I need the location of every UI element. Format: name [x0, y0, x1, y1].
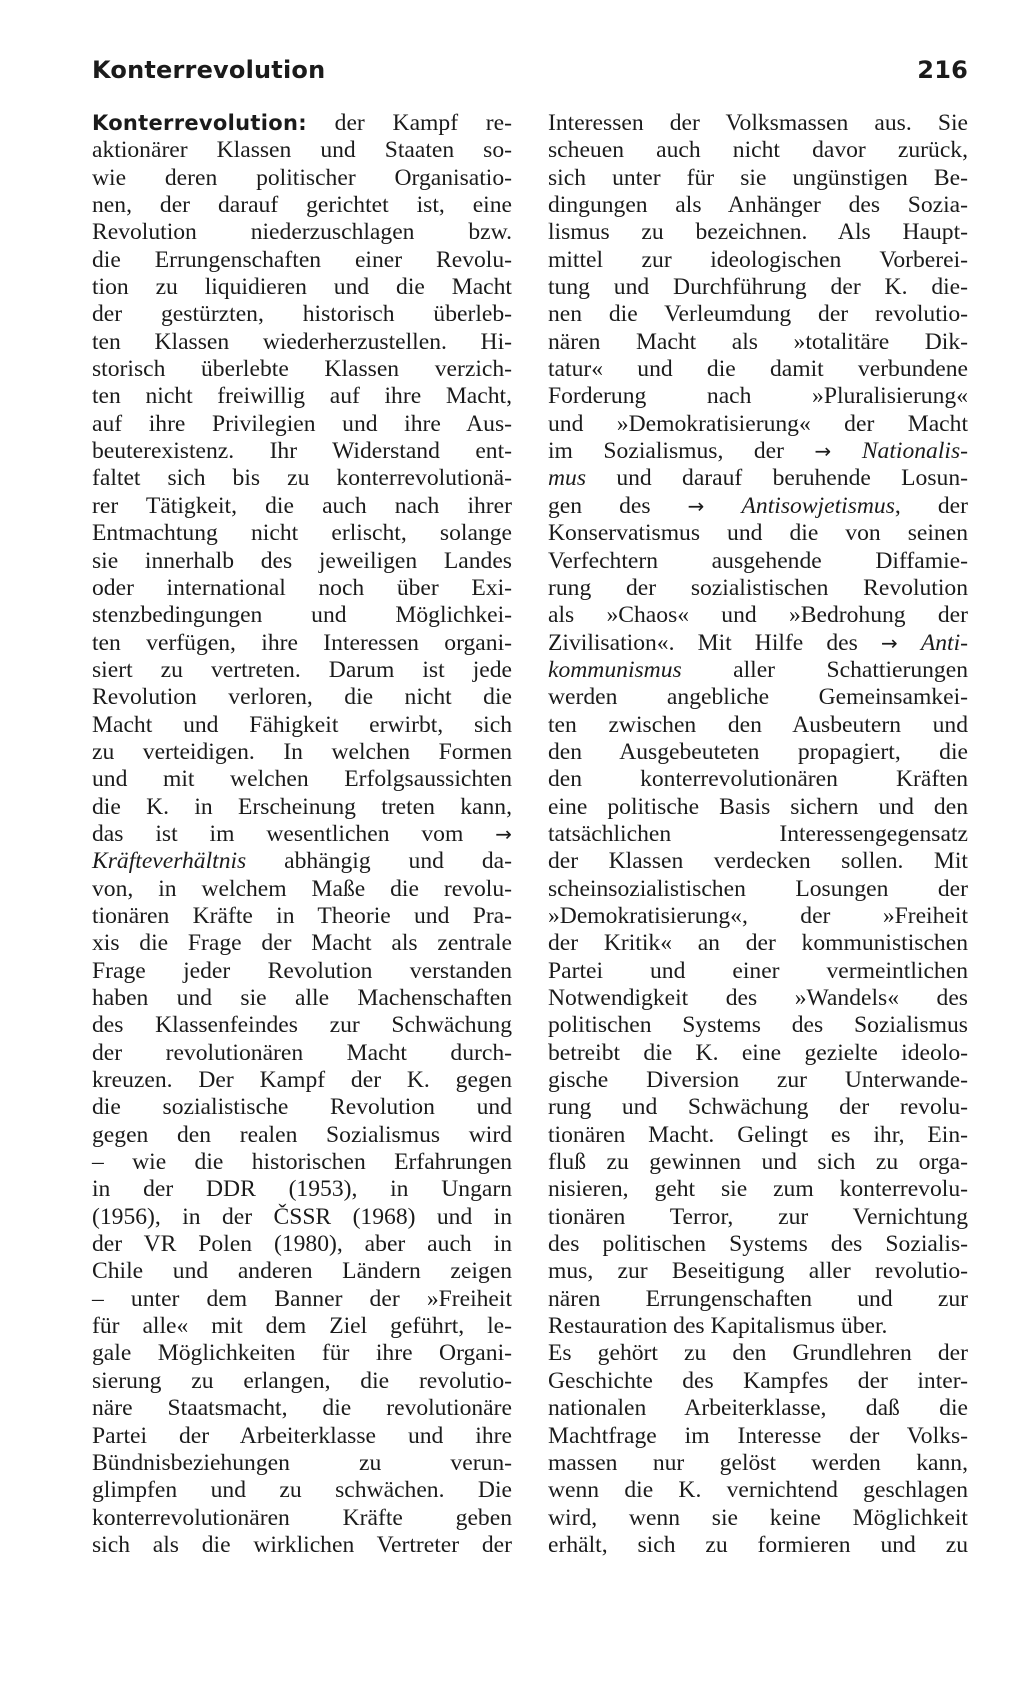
- text-line: des politischen Systems des Sozialis-: [548, 1231, 968, 1258]
- text-line: erhält, sich zu formieren und zu: [548, 1531, 968, 1558]
- text-line: den Ausgebeuteten propagiert, die: [548, 738, 968, 765]
- text-line: fluß zu gewinnen und sich zu orga-: [548, 1149, 968, 1176]
- text-line: und »Demokratisierung« der Macht: [548, 410, 968, 437]
- text-line: zu verteidigen. In welchen Formen: [92, 738, 512, 765]
- text-line: sich als die wirklichen Vertreter der: [92, 1531, 512, 1558]
- text-line: der gestürzten, historisch überleb-: [92, 301, 512, 328]
- text-segment: und darauf beruhende Losun-: [586, 465, 968, 492]
- text-line: [92, 110, 512, 137]
- text-segment: der Kampf re-: [306, 110, 512, 136]
- text-line: die Errungenschaften einer Revolu-: [92, 246, 512, 273]
- text-line: Macht und Fähigkeit erwirbt, sich: [92, 711, 512, 738]
- text-line: der Kritik« an der kommunistischen: [548, 930, 968, 957]
- text-line: auf ihre Privilegien und ihre Aus-: [92, 410, 512, 437]
- text-line: beuterexistenz. Ihr Widerstand ent-: [92, 438, 512, 465]
- text-line: stenzbedingungen und Möglichkei-: [92, 602, 512, 629]
- text-line: und mit welchen Erfolgsaussichten: [92, 766, 512, 793]
- text-line: gale Möglichkeiten für ihre Organi-: [92, 1340, 512, 1367]
- text-line: – wie die historischen Erfahrungen: [92, 1149, 512, 1176]
- text-line: wie deren politischer Organisatio-: [92, 164, 512, 191]
- text-line: den konterrevolutionären Kräften: [548, 766, 968, 793]
- text-line: politischen Systems des Sozialismus: [548, 1012, 968, 1039]
- text-line: nären Macht als »totalitäre Dik-: [548, 328, 968, 355]
- text-line: dingungen als Anhänger des Sozia-: [548, 192, 968, 219]
- text-segment: im Sozialismus, der: [548, 438, 815, 465]
- text-line: für alle« mit dem Ziel geführt, le-: [92, 1313, 512, 1340]
- text-segment: das ist im wesentlichen vom: [92, 820, 496, 847]
- text-line: gegen den realen Sozialismus wird: [92, 1121, 512, 1148]
- text-line: von, in welchem Maße die revolu-: [92, 875, 512, 902]
- text-line: des Klassenfeindes zur Schwächung: [92, 1012, 512, 1039]
- text-line: glimpfen und zu schwächen. Die: [92, 1477, 512, 1504]
- text-line: tion zu liquidieren und die Macht: [92, 274, 512, 301]
- text-line: xis die Frage der Macht als zentrale: [92, 930, 512, 957]
- text-line: ten nicht freiwillig auf ihre Macht,: [92, 383, 512, 410]
- cross-reference-link[interactable]: Nationalis-: [861, 438, 968, 465]
- cross-reference-link[interactable]: Anti-: [920, 629, 968, 656]
- text-line: wenn die K. vernichtend geschlagen: [548, 1477, 968, 1504]
- text-line: mus, zur Beseitigung aller revolutio-: [548, 1258, 968, 1285]
- text-line: Bündnisbeziehungen zu verun-: [92, 1449, 512, 1476]
- cross-reference-link[interactable]: Kräfteverhältnis: [92, 848, 247, 875]
- text-line: tionären Terror, zur Vernichtung: [548, 1203, 968, 1230]
- text-line: der revolutionären Macht durch-: [92, 1039, 512, 1066]
- text-line: oder international noch über Exi-: [92, 574, 512, 601]
- text-line: tionären Kräfte in Theorie und Pra-: [92, 902, 512, 929]
- text-line: in der DDR (1953), in Ungarn: [92, 1176, 512, 1203]
- text-line: der Klassen verdecken sollen. Mit: [548, 848, 968, 875]
- text-line: nären Errungenschaften und zur: [548, 1285, 968, 1312]
- text-line: nisieren, geht sie zum konterrevolu-: [548, 1176, 968, 1203]
- text-line: Revolution verloren, die nicht die: [92, 684, 512, 711]
- text-line: kreuzen. Der Kampf der K. gegen: [92, 1067, 512, 1094]
- text-line: storisch überlebte Klassen verzich-: [92, 356, 512, 383]
- text-line: gische Diversion zur Unterwande-: [548, 1067, 968, 1094]
- text-line: (1956), in der ČSSR (1968) und in: [92, 1203, 512, 1230]
- text-line: werden angebliche Gemeinsamkei-: [548, 684, 968, 711]
- text-line: Partei und einer vermeintlichen: [548, 957, 968, 984]
- text-line: scheuen auch nicht davor zurück,: [548, 137, 968, 164]
- text-line: haben und sie alle Machenschaften: [92, 985, 512, 1011]
- text-line: als »Chaos« und »Bedrohung der: [548, 602, 968, 629]
- text-line: [548, 630, 968, 657]
- text-segment: gen des: [548, 492, 688, 519]
- text-line: Interessen der Volksmassen aus. Sie: [548, 110, 968, 136]
- headword: Konterrevolution:: [92, 111, 307, 135]
- cross-reference-arrow-icon: →: [495, 821, 512, 846]
- text-line: die K. in Erscheinung treten kann,: [92, 793, 512, 820]
- text-line: [92, 821, 512, 848]
- text-segment: aller Schattierungen: [681, 656, 968, 683]
- text-line: ten Klassen wiederherzustellen. Hi-: [92, 328, 512, 355]
- text-line: Forderung nach »Pluralisierung«: [548, 383, 968, 410]
- running-head-title: Konterrevolution: [92, 56, 326, 84]
- text-line: die sozialistische Revolution und: [92, 1094, 512, 1121]
- text-line: Chile und anderen Ländern zeigen: [92, 1258, 512, 1285]
- text-line: Restauration des Kapitalismus über.: [548, 1313, 888, 1340]
- text-line: Machtfrage im Interesse der Volks-: [548, 1422, 968, 1449]
- text-line: faltet sich bis zu konterrevolutionä-: [92, 465, 512, 492]
- cross-reference-link[interactable]: kommunismus: [548, 656, 682, 683]
- page-number: 216: [917, 56, 968, 84]
- text-line: »Demokratisierung«, der »Freiheit: [548, 902, 968, 929]
- text-line: [548, 657, 968, 684]
- cross-reference-arrow-icon: →: [880, 630, 898, 655]
- text-line: Revolution niederzuschlagen bzw.: [92, 219, 512, 246]
- text-line: aktionärer Klassen und Staaten so-: [92, 137, 512, 164]
- text-line: tionären Macht. Gelingt es ihr, Ein-: [548, 1121, 968, 1148]
- left-column: [92, 110, 512, 1559]
- text-line: sierung zu erlangen, die revolutio-: [92, 1367, 512, 1394]
- right-column: [548, 110, 968, 1559]
- text-line: tung und Durchführung der K. die-: [548, 274, 968, 301]
- text-line: rer Tätigkeit, die auch nach ihrer: [92, 492, 512, 519]
- text-line: [548, 465, 968, 492]
- text-line: sie innerhalb des jeweiligen Landes: [92, 547, 512, 574]
- text-line: tatur« und die damit verbundene: [548, 356, 968, 383]
- text-line: ten verfügen, ihre Interessen organi-: [92, 629, 512, 656]
- text-line: konterrevolutionären Kräfte geben: [92, 1504, 512, 1531]
- text-line: Entmachtung nicht erlischt, solange: [92, 520, 512, 547]
- text-line: Geschichte des Kampfes der inter-: [548, 1367, 968, 1394]
- text-line: nen, der darauf gerichtet ist, eine: [92, 192, 512, 219]
- text-line: näre Staatsmacht, die revolutionäre: [92, 1395, 512, 1422]
- text-line: [548, 438, 968, 465]
- text-line: wird, wenn sie keine Möglichkeit: [548, 1504, 968, 1531]
- text-line: lismus zu bezeichnen. Als Haupt-: [548, 219, 968, 246]
- text-line: ten zwischen den Ausbeutern und: [548, 711, 968, 738]
- text-line: Verfechtern ausgehende Diffamie-: [548, 547, 968, 574]
- text-line: scheinsozialistischen Losungen der: [548, 875, 968, 902]
- text-line: betreibt die K. eine gezielte ideolo-: [548, 1039, 968, 1066]
- text-segment: abhängig und da-: [246, 848, 512, 875]
- cross-reference-arrow-icon: →: [814, 439, 832, 464]
- text-line: der VR Polen (1980), aber auch in: [92, 1231, 512, 1258]
- text-line: [92, 848, 512, 875]
- text-line: tatsächlichen Interessengegensatz: [548, 820, 968, 847]
- text-line: rung der sozialistischen Revolution: [548, 574, 968, 601]
- text-line: eine politische Basis sichern und den: [548, 793, 968, 820]
- cross-reference-link[interactable]: Antisowjetismus: [741, 492, 895, 519]
- text-line: massen nur gelöst werden kann,: [548, 1449, 968, 1476]
- text-line: nationalen Arbeiterklasse, daß die: [548, 1395, 968, 1422]
- text-line: [548, 493, 968, 520]
- text-line: – unter dem Banner der »Freiheit: [92, 1285, 512, 1312]
- text-line: nen die Verleumdung der revolutio-: [548, 301, 968, 328]
- text-line: Notwendigkeit des »Wandels« des: [548, 985, 968, 1011]
- text-segment: , der: [894, 492, 968, 519]
- text-line: Frage jeder Revolution verstanden: [92, 957, 512, 984]
- text-line: Konservatismus und die von seinen: [548, 520, 968, 547]
- text-line: mittel zur ideologischen Vorberei-: [548, 246, 968, 273]
- cross-reference-arrow-icon: →: [687, 493, 705, 518]
- text-line: sich unter für sie ungünstigen Be-: [548, 164, 968, 191]
- text-line: Es gehört zu den Grundlehren der: [548, 1340, 968, 1367]
- text-segment: Zivilisation«. Mit Hilfe des: [548, 629, 881, 656]
- cross-reference-link[interactable]: mus: [548, 465, 587, 492]
- text-line: rung und Schwächung der revolu-: [548, 1094, 968, 1121]
- text-line: Partei der Arbeiterklasse und ihre: [92, 1422, 512, 1449]
- running-head: [92, 56, 968, 96]
- text-line: siert zu vertreten. Darum ist jede: [92, 656, 512, 683]
